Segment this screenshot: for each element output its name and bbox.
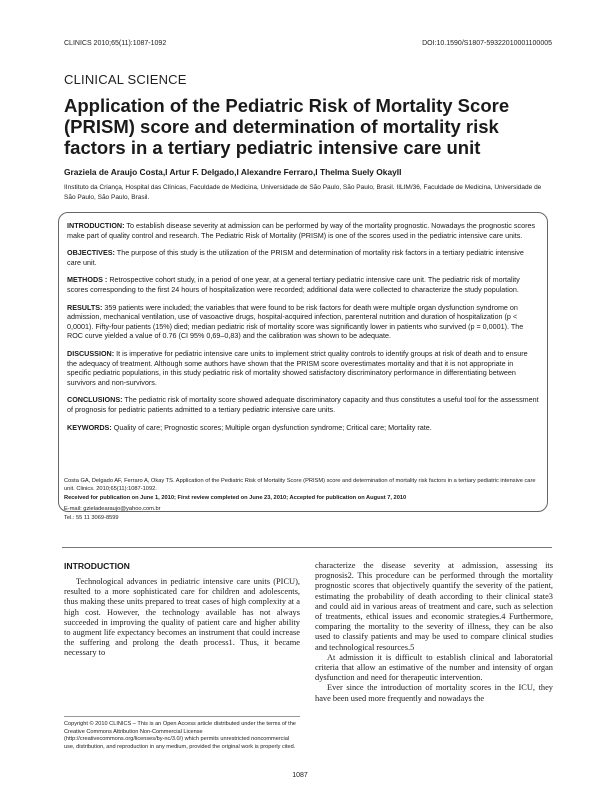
label: METHODS : [67,275,108,285]
label: DISCUSSION: [67,348,115,358]
label: RESULTS: [67,302,103,312]
copyright-notice: Copyright © 2010 CLINICS – This is an Open Access article distributed under the terms of the Creative Commons Attribution Non-Commercial License (http://creativecommons.org/licenses/by-nc/3.0/) which permits unrestricted noncommercial use, distribution, and reproduction in any medium, provided the original work is properly cited. [64,716,300,751]
section-divider [62,547,552,548]
affiliations: IInstituto da Criança, Hospital das Clínicas, Faculdade de Medicina, Universidade de São Paulo, São Paulo, Brasil. IILIM/36, Faculdade de Medicina, Universidade de São Paulo, São Paulo, Brasil. [64,184,542,201]
doi-header: DOI:10.1590/S1807-59322010001100005 [422,40,552,47]
journal-header: CLINICS 2010;65(11):1087-1092 [64,40,167,47]
text: Quality of care; Prognostic scores; Multiple organ dysfunction syndrome; Critical care; Mortality rate. [111,422,432,432]
text: The purpose of this study is the utilization of the PRISM and determination of mortality risk factors in a tertiary pediatric intensive care unit. [67,248,524,267]
abstract-conclusions [67,395,539,414]
label: INTRODUCTION: [67,221,125,230]
abstract-introduction [67,221,539,240]
author-list: Graziela de Araujo Costa,I Artur F. Delgado,I Alexandre Ferraro,I Thelma Suely OkayII [64,167,402,177]
text: Retrospective cohort study, in a period of one year, at a general tertiary pediatric intensive care unit. The pediatric risk of mortality scores corresponding to the first 24 hours of hospitalization were recorded; additional data were collected to characterize the study population. [67,275,520,294]
section-label: CLINICAL SCIENCE [64,72,187,87]
paragraph: Ever since the introduction of mortality scores in the ICU, they have been used more frequently and nowadays the [315,683,553,703]
citation-block [64,477,544,522]
label: CONCLUSIONS: [67,395,123,405]
abstract-methods [67,275,539,294]
contact-tel: Tel.: 55 11 3069-8599 [64,514,119,521]
body-column-right [315,561,553,704]
page-number: 1087 [292,772,308,779]
text: 359 patients were included; the variables that were found to be risk factors for death were multiple organ dysfunction syndrome on admission, mechanical ventilation, use of vasoactive drugs, hospital-acquired infection, parenteral nutrition and duration of hospitalization (p < 0,0001). Fifty-four patients (15%) died; median pediatric risk of mortality score was significantly lower in patients who survived (p = 0,0001). The ROC curve yielded a value of 0.76 (CI 95% 0,69–0,83) and the calibration was shown to be adequate. [67,302,524,341]
text: The pediatric risk of mortality score showed adequate discriminatory capacity and thus constitutes a useful tool for the assessment of prognosis for pediatric patients admitted to a tertiary pediatric intensive care units. [67,395,539,414]
abstract-discussion [67,349,539,387]
contact-email: E-mail: gzieladearaujo@yahoo.com.br [64,506,161,513]
received-dates: Received for publication on June 1, 2010; First review completed on June 23, 2010; Accepted for publication on August 7, 2010 [64,494,407,501]
paragraph: At admission it is difficult to establish clinical and laboratorial criteria that allow an estimative of the number and intensity of organ dysfunction and need for therapeutic intervention. [315,652,553,683]
citation-text: Costa GA, Delgado AF, Ferraro A, Okay TS. Application of the Pediatric Risk of Mortality Score (PRISM) score and determination of mortality risk factors in a tertiary pediatric intensive care unit. Clinics. 2010;65(11):1087-1092. [64,478,536,493]
text: It is imperative for pediatric intensive care units to implement strict quality controls to identify groups at risk of death and to ensure the adequacy of treatment. Although some authors have shown that the PRISM score overestimates mortality and that it is not appropriate in specific pediatric populations, in this study pediatric risk of mortality showed satisfactory discriminatory performance in differentiating between survivors and non-survivors. [67,348,528,387]
introduction-heading: INTRODUCTION [64,561,130,571]
article-title: Application of the Pediatric Risk of Mortality Score (PRISM) score and determination of mortality risk factors in a tertiary pediatric intensive care unit [64,95,510,158]
abstract-keywords [67,423,539,433]
paragraph: Technological advances in pediatric intensive care units (PICU), resulted to a more sophisticated care for children and adolescents, thus making these units prepared to treat cases of high complexity at a high cost. However, the technology available has not always succeeded in improving the quality of patient care and higher ability to augment life expectancy becomes an instrument that could increase the suffering and prolong the death process1. Thus, it became necessary to [64,577,300,658]
text: To establish disease severity at admission can be performed by way of the mortality prognostic. Nowadays the prognostic scores make part of quality control and research. The Pediatric Risk of Mortality (PRISM) is one of the scores used in the pediatric intensive care units. [67,221,536,240]
label: OBJECTIVES: [67,248,115,258]
label: KEYWORDS: [67,422,112,432]
abstract-results [67,303,539,341]
paragraph: characterize the disease severity at admission, assessing its prognosis2. This procedure can be performed through the mortality prognostic scores that objectively quantify the severity of the patient, estimating the probability of death according to their clinical state3 and could aid in various areas of treatment and care, such as selection of treatments, ethical issues and economic strategies.4 Furthermore, comparing the mortality to the severity of illness, they can be also used to classify patients and may be used to compare clinical studies and technological resources.5 [315,561,553,652]
body-column-left [64,577,300,659]
abstract-objectives [67,248,539,267]
abstract-box [58,212,548,512]
